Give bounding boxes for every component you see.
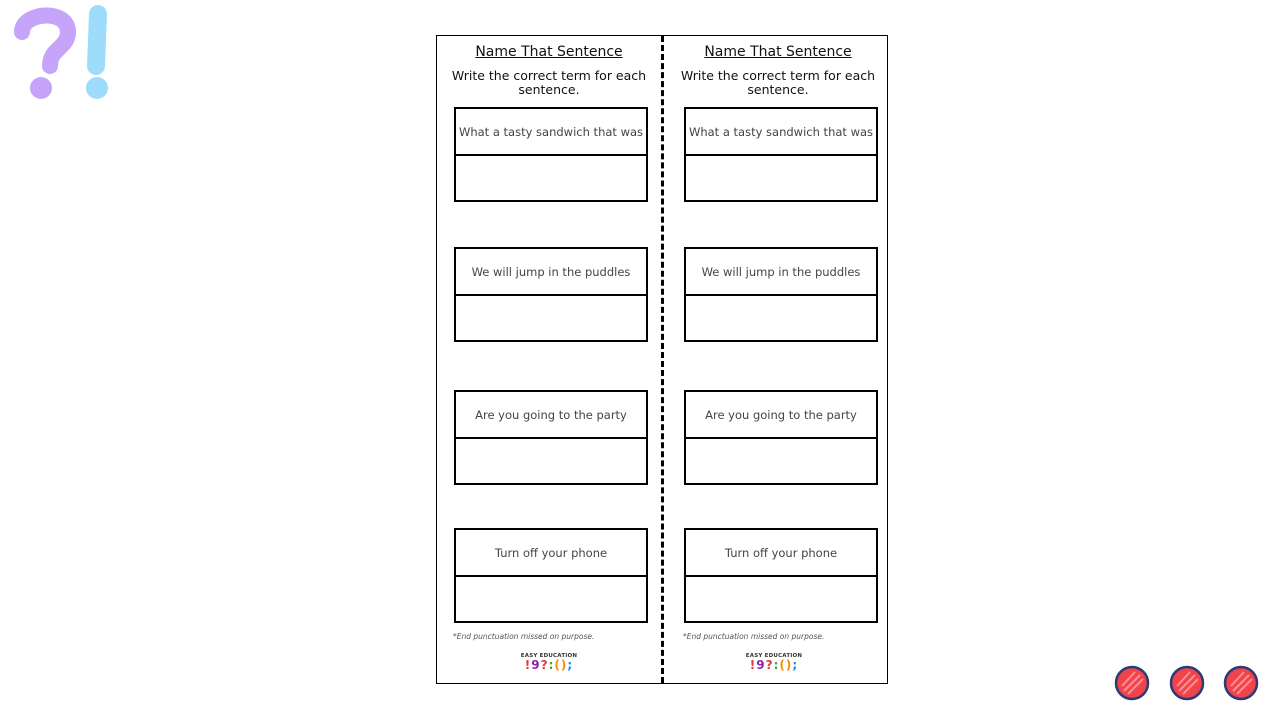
- logo-text: EASY EDUCATION: [520, 653, 578, 659]
- answer-box: [456, 296, 646, 340]
- sentence-text: What a tasty sandwich that was: [456, 109, 646, 156]
- question-box: [454, 528, 648, 623]
- question-box: [684, 107, 878, 202]
- worksheet-instructions: Write the correct term for each sentence.: [451, 68, 647, 97]
- worksheet-column-left: [437, 36, 661, 683]
- question-box: [684, 247, 878, 342]
- sentence-text: We will jump in the puddles: [686, 249, 876, 296]
- answer-box: [456, 577, 646, 621]
- question-box: [454, 247, 648, 342]
- answer-box: [686, 296, 876, 340]
- sentence-text: Turn off your phone: [686, 530, 876, 577]
- logo-text: EASY EDUCATION: [745, 653, 803, 659]
- answer-box: [686, 577, 876, 621]
- footnote: *End punctuation missed on purpose.: [683, 632, 825, 641]
- question-box: [684, 528, 878, 623]
- cut-line: [661, 36, 664, 683]
- answer-box: [456, 156, 646, 200]
- sentence-text: Are you going to the party: [456, 392, 646, 439]
- worksheet-title: Name That Sentence: [475, 44, 623, 60]
- question-box: [684, 390, 878, 485]
- worksheet-column-right: [666, 36, 890, 683]
- answer-box: [456, 439, 646, 483]
- nav-button-2[interactable]: [1168, 664, 1206, 702]
- question-mark-icon: [22, 15, 68, 99]
- question-exclamation-decoration: [10, 4, 120, 104]
- nav-button-3[interactable]: [1222, 664, 1260, 702]
- answer-box: [686, 156, 876, 200]
- logo-glyphs: !9?:();: [524, 658, 574, 672]
- logo-glyphs: !9?:();: [749, 658, 799, 672]
- worksheet: [436, 35, 888, 684]
- nav-button-1[interactable]: [1113, 664, 1151, 702]
- question-box: [454, 390, 648, 485]
- easy-education-logo: [744, 653, 804, 671]
- sentence-text: What a tasty sandwich that was: [686, 109, 876, 156]
- worksheet-title: Name That Sentence: [704, 44, 852, 60]
- worksheet-instructions: Write the correct term for each sentence.: [680, 68, 876, 97]
- exclamation-mark-icon: [86, 14, 108, 99]
- answer-box: [686, 439, 876, 483]
- sentence-text: Turn off your phone: [456, 530, 646, 577]
- sentence-text: Are you going to the party: [686, 392, 876, 439]
- easy-education-logo: [519, 653, 579, 671]
- footnote: *End punctuation missed on purpose.: [453, 632, 595, 641]
- sentence-text: We will jump in the puddles: [456, 249, 646, 296]
- question-box: [454, 107, 648, 202]
